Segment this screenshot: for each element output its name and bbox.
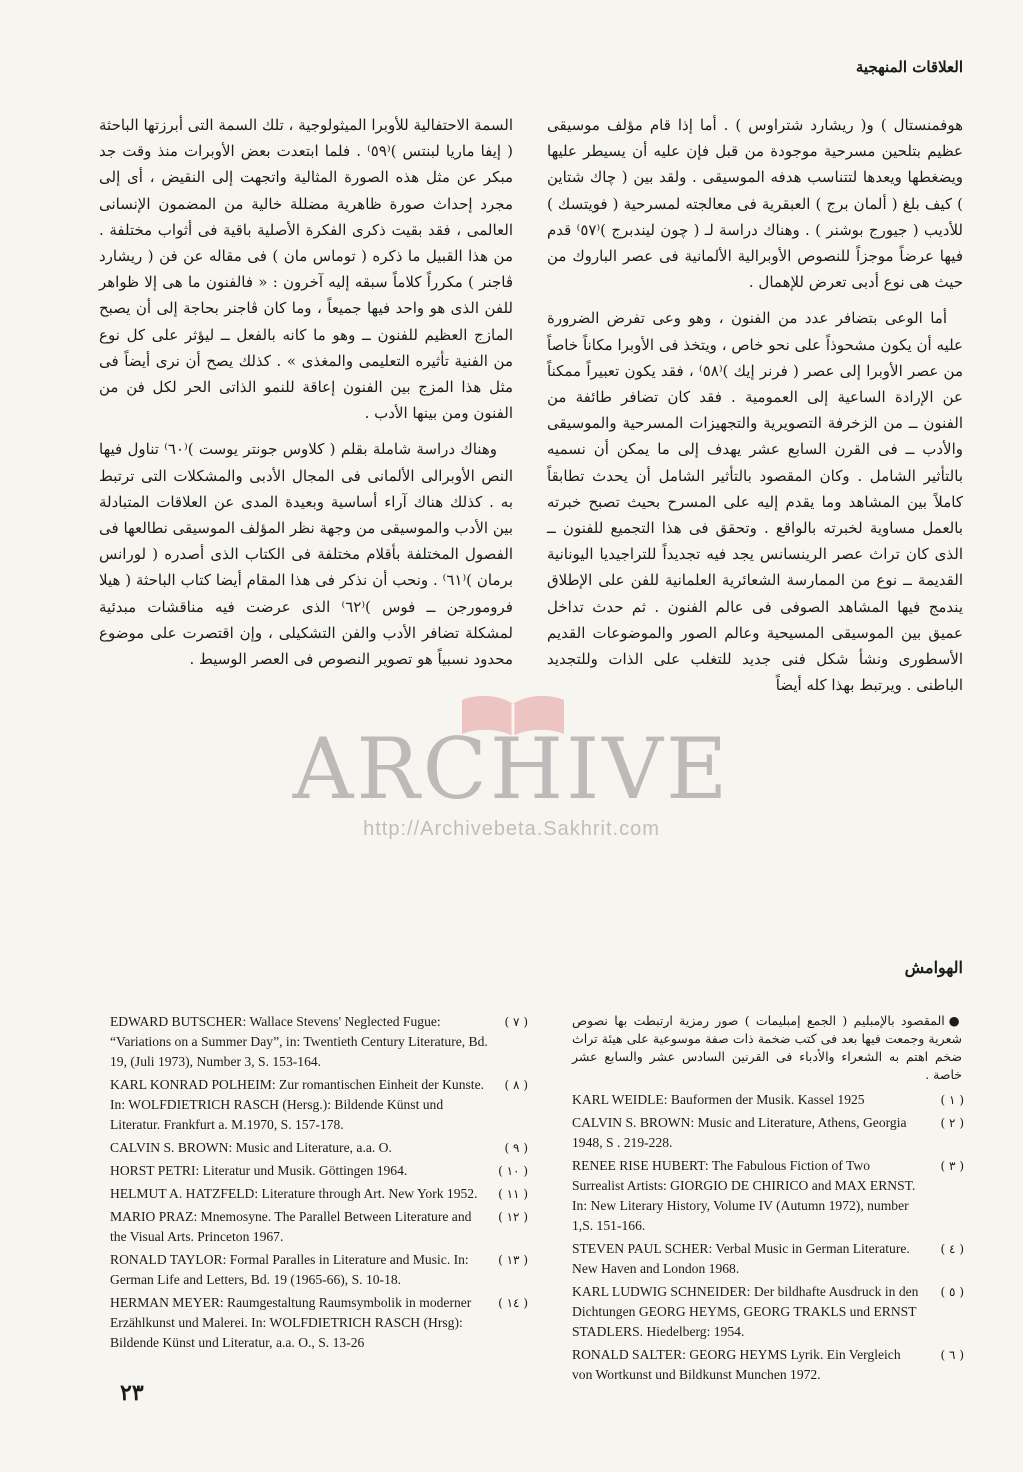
bullet-icon: ● [948,1013,962,1028]
notes-heading: الهوامش [904,958,963,977]
reference-text: RENEE RISE HUBERT: The Fabulous Fiction of Two Surrealist Artists: GIORGIO DE CHIRICO and MAX ERNST. In: New Literary History, Volume IV (Autumn 1972), number 1,S. 151-166. [572,1158,916,1233]
reference-item [572,1282,964,1342]
reference-text: EDWARD BUTSCHER: Wallace Stevens' Neglected Fugue: “Variations on a Summer Day”, in: Twentieth Century Literature, Bd. 19, (Juli 1973), Number 3, S. 153-164. [110,1014,488,1069]
reference-text: HELMUT A. HATZFELD: Literature through Art. New York 1952. [110,1186,478,1201]
reference-text: MARIO PRAZ: Mnemosyne. The Parallel Between Literature and the Visual Arts. Princeton 1967. [110,1209,472,1244]
reference-number: ( ١١ ) [498,1187,528,1201]
body-column-left [99,112,513,682]
reference-number: ( ١ ) [940,1093,964,1107]
reference-number: ( ١٠ ) [498,1164,528,1178]
paragraph: أما الوعى بتضافر عدد من الفنون ، وهو وعى تفرض الضرورة عليه أن يكون مشحوذاً على نحو خاص ، ويتخذ فى الأوبرا مكاناً خاصاً من عصر الأوبرا إلى عصر ( فرنر إيك )⁽٥٨⁾ ، فقد يكون تعبيراً ممكناً عن الإرادة الساعية إلى العمومية . فقد كان تضافر طائفة من الفنون ــ من الزخرفة التصويرية والتجهيزات المسرحية والموسيقى والأدب ــ فى القرن السابع عشر يهدف إلى ما يمكن أن نسميه بالتأثير الشامل . وكان المقصود بالتأثير الشامل أن يحدث تطابقاً كاملاً بين المشاهد وما يقدم إليه على المسرح بحيث تصبح خبرته بالعمل مساوية لخبرته بالواقع . وتحقق فى هذا التجميع للفنون ــ الذى كان تراث عصر الرينسانس يجد فيه تجديداً للتراجيديا اليونانية القديمة ــ نوع من الممارسة الشعائرية العلمانية للفن على الإطلاق يندمج فيها المشاهد الصوفى فى عالم الفنون . ثم حدث تداخل عميق بين الموسيقى المسيحية وعالم الصور والموضوعات القديم الأسطورى ونشأ شكل فنى جديد للتغلب على الذات وللتجديد الباطنى . ويرتبط بهذا كله أيضاً [547,309,963,695]
reference-item [110,1161,528,1181]
notes-column-left [110,1012,528,1356]
paragraph: وهناك دراسة شاملة بقلم ( كلاوس جونتر يوست )⁽٦٠⁾ تناول فيها النص الأوبرالى الألمانى فى المجال الأدبى والمشكلات التى ترتبط به . كذلك هناك آراء أساسية وبعيدة المدى عن العلاقات المتبادلة بين الأدب والموسيقى من وجهة نظر المؤلف الموسيقى نطالعها فى الفصول المختلفة بأقلام مختلفة فى الكتاب الذى أصدره ( لورانس برمان )⁽٦١⁾ . ونحب أن نذكر فى هذا المقام أيضا كتاب الباحثة ( هيلا فرومورجن ــ فوس )⁽٦٢⁾ الذى عرضت فيه مناقشات مبدئية لمشكلة تضافر الأدب والفن التشكيلى ، وإن اقتصرت على موضوع محدود نسبياً هو تصوير النصوص فى العصر الوسيط . [99,440,513,669]
reference-text: RONALD SALTER: GEORG HEYMS Lyrik. Ein Vergleich von Wortkunst und Bildkunst Munchen 1972. [572,1347,901,1382]
reference-item [110,1138,528,1158]
reference-text: RONALD TAYLOR: Formal Paralles in Literature and Music. In: German Life and Letters, Bd. 19 (1965-66), S. 10-18. [110,1252,469,1287]
reference-item [572,1156,964,1236]
reference-text: KARL WEIDLE: Bauformen der Musik. Kassel 1925 [572,1092,865,1107]
body-column-right [547,112,963,708]
reference-number: ( ٣ ) [940,1159,964,1173]
reference-text: CALVIN S. BROWN: Music and Literature, a.a. O. [110,1140,392,1155]
watermark-title: ARCHIVE [292,720,731,818]
archive-watermark [0,690,1023,840]
reference-text: HERMAN MEYER: Raumgestaltung Raumsymbolik in moderner Erzählkunst und Malerei. In: WOLFDIETRICH RASCH (Hrsg): Bildende Künst und Literatur, a.a. O., S. 13-26 [110,1295,472,1350]
watermark-url: http://Archivebeta.Sakhrit.com [363,818,660,840]
page-number: ٢٣ [120,1380,144,1406]
reference-text: KARL KONRAD POLHEIM: Zur romantischen Einheit der Kunste. In: WOLFDIETRICH RASCH (Hersg.): Bildende Künst und Literatur. Frankfurt a. M.1970, S. 157-178. [110,1077,485,1132]
running-head: العلاقات المنهجية [855,58,963,76]
reference-number: ( ٤ ) [940,1242,964,1256]
reference-number: ( ١٤ ) [498,1296,528,1310]
star-footnote [572,1012,964,1084]
reference-number: ( ٦ ) [940,1348,964,1362]
reference-number: ( ٧ ) [504,1015,528,1029]
reference-item [110,1250,528,1290]
notes-column-right [572,1012,964,1388]
reference-number: ( ٥ ) [940,1285,964,1299]
reference-item [572,1090,964,1110]
paragraph: هوفمنستال ) و( ريشارد شتراوس ) . أما إذا قام مؤلف موسيقى عظيم بتلحين مسرحية موجودة من قبل فإن عليه أن يسيطر عليها ويضغطها ويعدها لتتناسب هدفه الموسيقى . ولقد بين ( چاك شتاين ) كيف بلغ ( ألمان برج ) العبقرية فى معالجته لمسرحية ( فويتسك ) للأديب ( جيورج بوشنر ) . وهناك دراسة لـ ( چون ليندبرج )⁽٥٧⁾ قدم فيها عرضاً موجزاً للنصوص الأوبرالية الألمانية فى عصر الباروك من حيث هى نوع أدبى تعرض للإهمال . [547,116,963,292]
reference-text: KARL LUDWIG SCHNEIDER: Der bildhafte Ausdruck in den Dichtungen GEORG HEYMS, GEORG TRAKLS und ERNST STADLERS. Hiedelberg: 1954. [572,1284,919,1339]
reference-item [110,1207,528,1247]
reference-number: ( ١٢ ) [498,1210,528,1224]
reference-item [110,1012,528,1072]
reference-item [572,1113,964,1153]
reference-text: HORST PETRI: Literatur und Musik. Göttingen 1964. [110,1163,408,1178]
reference-item [110,1075,528,1135]
star-footnote-text: المقصود بالإمبليم ( الجمع إمبليمات ) صور رمزية ارتبطت بها نصوص شعرية وجمعت فيها بعد فى كتب ضخمة ذات صفة موسوعية على هيئة تراث ضخم اهتم به الشعراء والأدباء فى القرنين السادس عشر والسابع عشر خاصة . [572,1013,962,1082]
reference-item [572,1345,964,1385]
paragraph: السمة الاحتفالية للأوبرا الميثولوجية ، تلك السمة التى أبرزتها الباحثة ( إيفا ماريا لبنتس )⁽٥٩⁾ . فلما ابتعدت بعض الأوبرات منذ وقت جد مبكر عن مثل هذه الصورة المثالية واتجهت إلى النقيض ، أى إلى مجرد إحداث صورة ظاهرية مضللة خالية من المضمون الإنسانى العالمى ، فقد بقيت ذكرى الفكرة الأصلية باقية فى أثواب مختلفة . من هذا القبيل ما ذكره ( توماس مان ) فى مقاله عن فن ( ريشارد ڤاجنر ) مكرراً كلاماً سبقه إليه آخرون : « فالفنون ما هى إلا ظواهر للفن الذى هو واحد فيها جميعاً ، وما كان ڤاجنر بحاجة إلى أن يصبح المازج العظيم للفنون ــ وهو ما كانه بالفعل ــ ليؤثر على كل نوع من الفنية تأثيره التعليمى والمغذى » . كذلك يصح أن نرى أيضاً فى مثل هذا المزج بين الفنون إعاقة للنمو الذاتى الحر لكل فن من الفنون ومن بينها الأدب . [99,116,513,423]
reference-number: ( ٨ ) [504,1078,528,1092]
reference-item [572,1239,964,1279]
reference-text: CALVIN S. BROWN: Music and Literature, Athens, Georgia 1948, S . 219-228. [572,1115,907,1150]
reference-number: ( ٩ ) [504,1141,528,1155]
reference-item [110,1184,528,1204]
reference-text: STEVEN PAUL SCHER: Verbal Music in German Literature. New Haven and London 1968. [572,1241,910,1276]
reference-item [110,1293,528,1353]
reference-number: ( ١٣ ) [498,1253,528,1267]
reference-number: ( ٢ ) [940,1116,964,1130]
